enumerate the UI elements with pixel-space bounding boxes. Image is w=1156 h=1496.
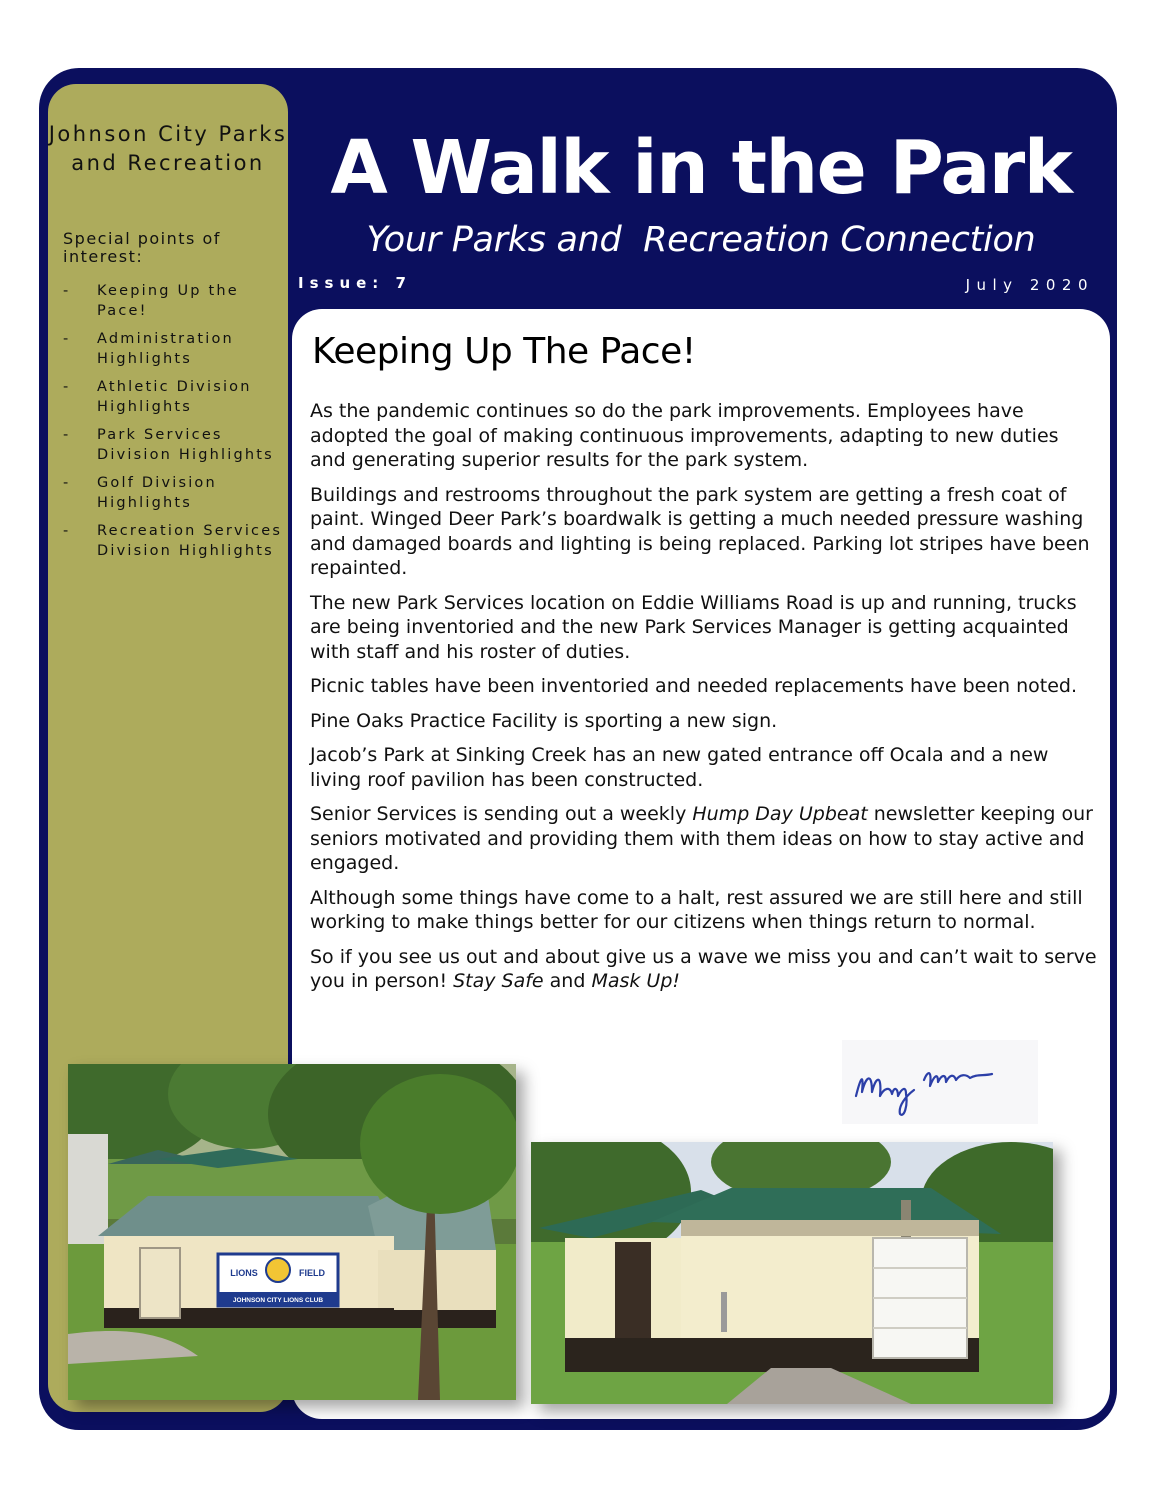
issue-date: July 2020 <box>965 276 1094 294</box>
signature-image <box>842 1040 1038 1124</box>
paragraph: So if you see us out and about give us a wave we miss you and can’t wait to serve you in person! Stay Safe and Mask Up! <box>310 945 1097 992</box>
paragraph: Jacob’s Park at Sinking Creek has an new gated entrance off Ocala and a new living roof pavilion has been constructed. <box>310 744 1049 791</box>
point-item: - Keeping Up the Pace! <box>63 283 239 319</box>
paragraph: Senior Services is sending out a weekly Hump Day Upbeat newsletter keeping our seniors motivated and providing them with them ideas on how to stay active and engaged. <box>310 803 1093 874</box>
point-item: - Administration Highlights <box>63 331 234 367</box>
lions-field-building-photo <box>68 1064 516 1400</box>
paragraph: The new Park Services location on Eddie Williams Road is up and running, trucks are being inventoried and the new Park Services Manager is getting acquainted with staff and his roster of duties. <box>310 591 1077 663</box>
org-name: Johnson City Parks and Recreation <box>48 122 288 175</box>
points-list <box>63 282 283 570</box>
article-body <box>310 399 1100 1004</box>
svg-text:LIONS: LIONS <box>230 1268 258 1278</box>
issue-number: Issue: 7 <box>298 274 412 292</box>
point-item: - Recreation Services Division Highlights <box>63 523 283 559</box>
svg-text:JOHNSON CITY LIONS CLUB: JOHNSON CITY LIONS CLUB <box>232 1297 324 1304</box>
paragraph: Picnic tables have been inventoried and needed replacements have been noted. <box>310 675 1078 697</box>
paragraph: As the pandemic continues so do the park improvements. Employees have adopted the goal of making continuous improvements, adapting to new duties and generating superior results for the park system. <box>310 400 1059 471</box>
masthead-title: A Walk in the Park <box>330 125 1072 211</box>
point-item: - Park Services Division Highlights <box>63 427 274 463</box>
svg-text:FIELD: FIELD <box>299 1268 325 1278</box>
masthead-subtitle: Your Parks and Recreation Connection <box>366 220 1036 260</box>
park-services-building-photo <box>531 1142 1053 1404</box>
points-title: Special points of interest: <box>63 229 221 266</box>
article-headline: Keeping Up The Pace! <box>312 331 696 372</box>
point-item: - Golf Division Highlights <box>63 475 217 511</box>
point-item: - Athletic Division Highlights <box>63 379 252 415</box>
paragraph: Pine Oaks Practice Facility is sporting a new sign. <box>310 709 778 732</box>
paragraph: Although some things have come to a halt, rest assured we are still here and still working to make things better for our citizens when things return to normal. <box>310 886 1083 933</box>
paragraph: Buildings and restrooms throughout the park system are getting a fresh coat of paint. Winged Deer Park’s boardwalk is getting a much needed pressure washing and damaged boards and lighting is being replaced. Parking lot stripes have been repainted. <box>310 483 1090 579</box>
